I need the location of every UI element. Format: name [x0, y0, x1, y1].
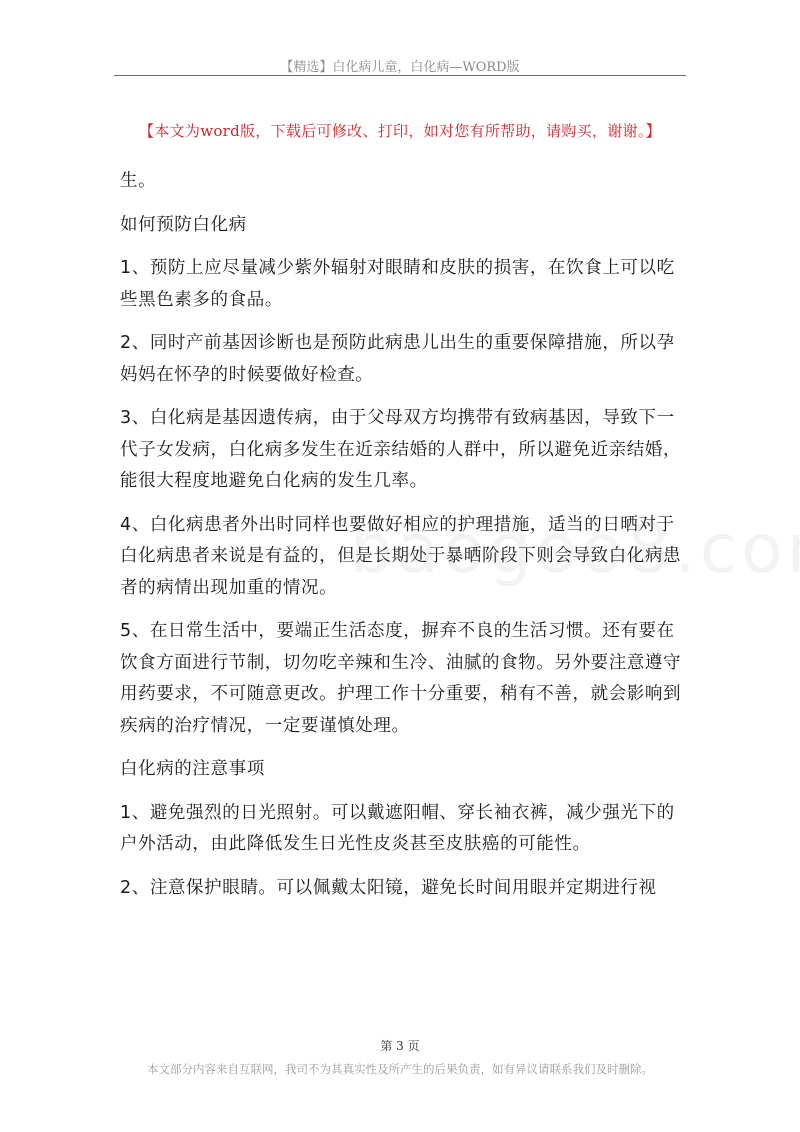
page-number: 第 3 页 [380, 1039, 420, 1053]
prevention-item-5: 5、在日常生活中，要端正生活态度，摒弃不良的生活习惯。还有要在饮食方面进行节制，切勿吃辛辣和生冷、油腻的食物。另外要注意遵守用药要求，不可随意更改。护理工作十分重要，稍有不善，就会影响到疾病的治疗情况，一定要谨慎处理。 [120, 621, 682, 736]
prevention-item-4: 4、白化病患者外出时同样也要做好相应的护理措施，适当的日晒对于白化病患者来说是有益的，但是长期处于暴晒阶段下则会导致白化病患者的病情出现加重的情况。 [120, 514, 682, 598]
precaution-item-1: 1、避免强烈的日光照射。可以戴遮阳帽、穿长袖衣裤，减少强光下的户外活动，由此降低发生日光性皮炎甚至皮肤癌的可能性。 [120, 802, 675, 854]
footer-disclaimer: 本文部分内容来自互联网，我司不为其真实性及所产生的后果负责，如有异议请联系我们及时删除。 [147, 1062, 653, 1076]
prevention-item-3: 3、白化病是基因遗传病，由于父母双方均携带有致病基因，导致下一代子女发病，白化病多发生在近亲结婚的人群中，所以避免近亲结婚，能很大程度地避免白化病的发生几率。 [120, 408, 682, 491]
word-version-notice: 【本文为word版，下载后可修改、打印，如对您有所帮助，请购买，谢谢。】 [139, 122, 661, 140]
paragraph-continuation: 生。 [120, 171, 157, 191]
heading-precautions: 白化病的注意事项 [120, 759, 265, 779]
header-divider [114, 75, 686, 76]
heading-prevention: 如何预防白化病 [120, 214, 247, 235]
prevention-item-1: 1、预防上应尽量减少紫外辐射对眼睛和皮肤的损害，在饮食上可以吃些黑色素多的食品。 [120, 258, 675, 310]
precaution-item-2: 2、注意保护眼睛。可以佩戴太阳镜，避免长时间用眼并定期进行视 [120, 877, 657, 898]
prevention-item-2: 2、同时产前基因诊断也是预防此病患儿出生的重要保障措施，所以孕妈妈在怀孕的时候要做好检查。 [120, 333, 675, 385]
document-body [120, 166, 686, 916]
page-header-title: 【精选】白化病儿童，白化病—WORD版 [280, 60, 520, 75]
